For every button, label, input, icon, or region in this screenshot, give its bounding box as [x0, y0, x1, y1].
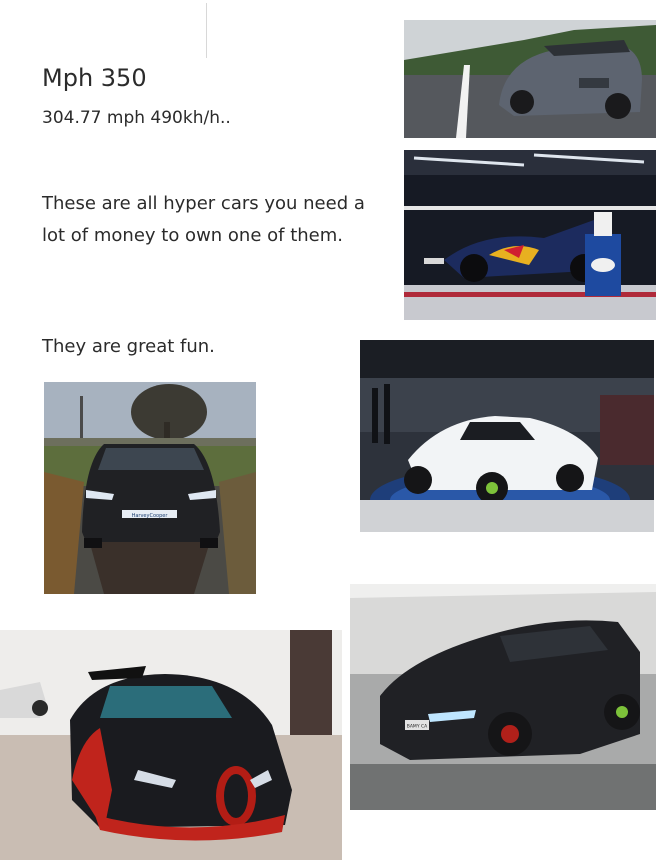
photo-koenigsegg-black: [350, 584, 656, 810]
photo-bugatti-veyron: [0, 630, 342, 860]
description-paragraph: These are all hyper cars you need a lot of money to own one of them.: [42, 193, 365, 246]
plate-text: BAMY CA: [406, 724, 428, 730]
photo-redbull-garage: [404, 150, 656, 320]
closing-line: They are great fun.: [42, 336, 215, 357]
photo-mclaren-road: [404, 20, 656, 138]
photo-koenigsegg-show: [360, 340, 654, 532]
speed-figures: 304.77 mph 490kh/h..: [42, 108, 231, 128]
page-title: Mph 350: [42, 64, 147, 92]
photo-audi-tt: [44, 382, 256, 594]
scan-mark: [206, 3, 207, 58]
plate-text: HarveyCooper: [131, 513, 168, 519]
